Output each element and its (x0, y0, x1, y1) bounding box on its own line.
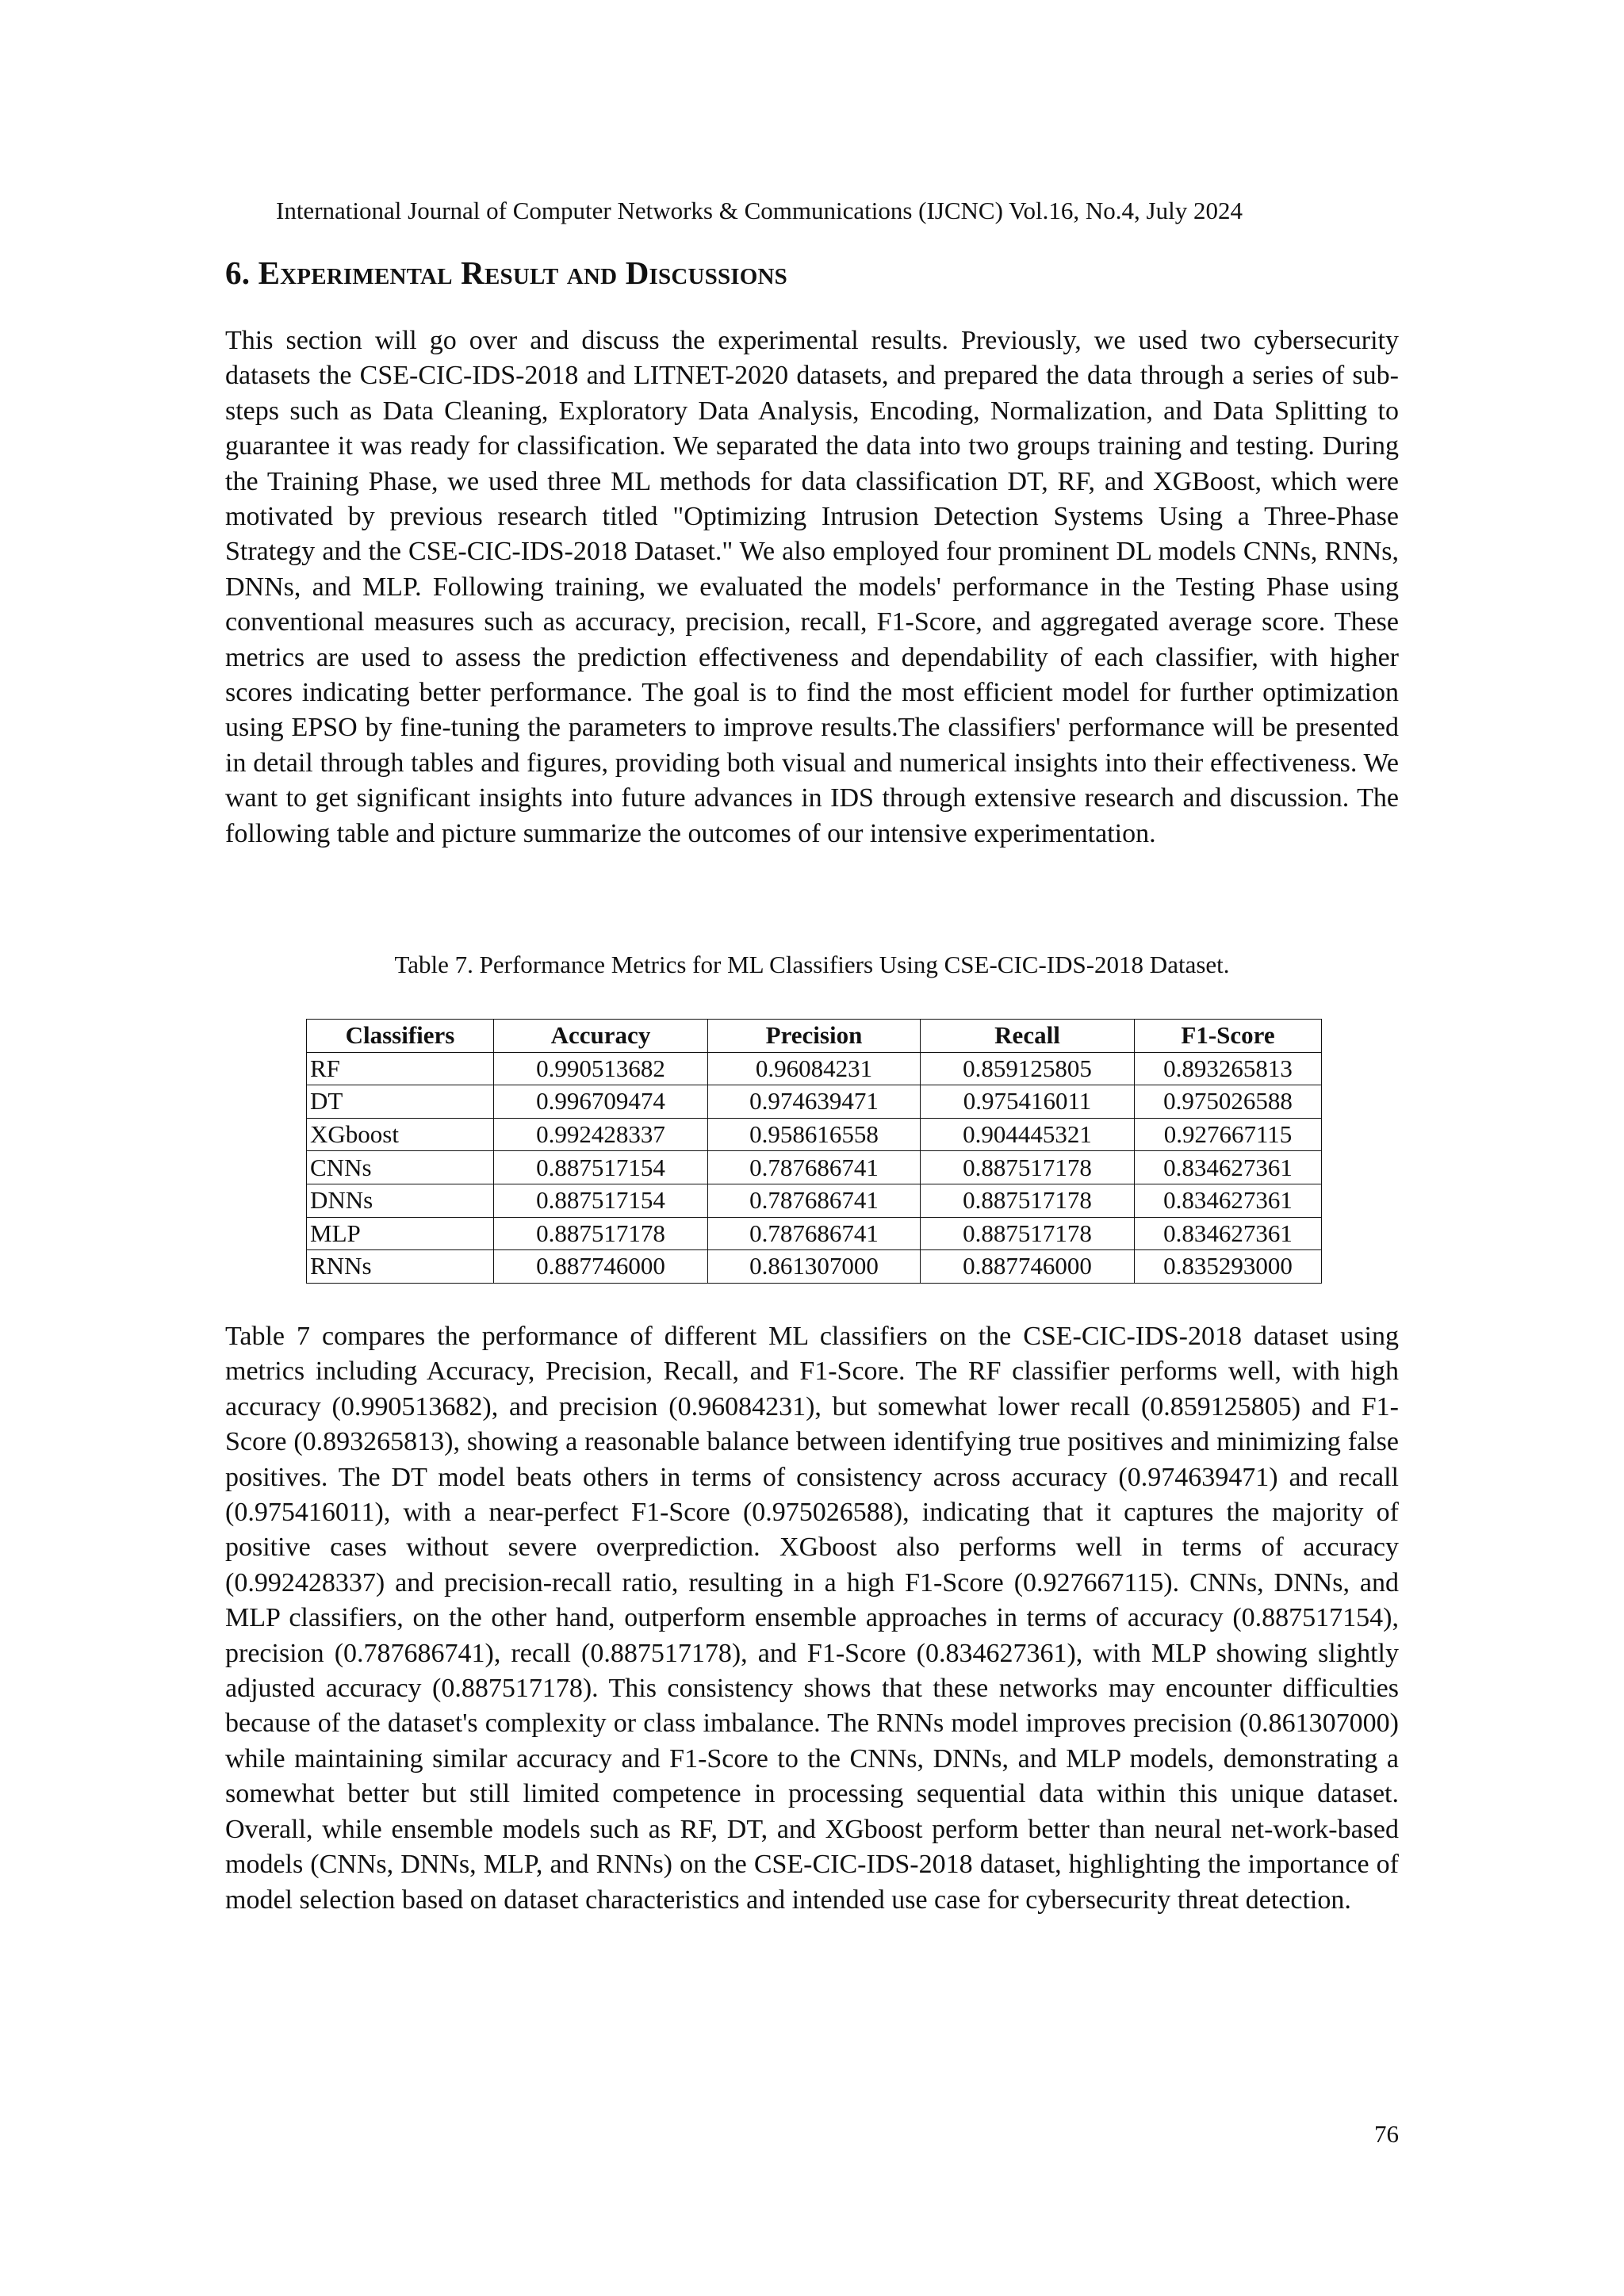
precision-cell: 0.787686741 (708, 1151, 921, 1184)
precision-cell: 0.861307000 (708, 1250, 921, 1284)
table-row (307, 1151, 1322, 1184)
accuracy-cell: 0.992428337 (494, 1118, 708, 1151)
table-row (307, 1217, 1322, 1250)
running-header: International Journal of Computer Networks & Communications (IJCNC) Vol.16, No.4, July 2024 (276, 197, 1243, 224)
accuracy-cell: 0.887517154 (494, 1151, 708, 1184)
recall-cell: 0.904445321 (921, 1118, 1135, 1151)
f1-score-cell: 0.834627361 (1135, 1217, 1322, 1250)
classifier-cell: XGboost (307, 1118, 494, 1151)
precision-cell: 0.974639471 (708, 1085, 921, 1119)
metrics-table (306, 1019, 1322, 1284)
f1-score-cell: 0.834627361 (1135, 1184, 1322, 1217)
header-accuracy: Accuracy (494, 1020, 708, 1053)
classifier-cell: MLP (307, 1217, 494, 1250)
recall-cell: 0.975416011 (921, 1085, 1135, 1119)
precision-cell: 0.96084231 (708, 1052, 921, 1085)
table-row (307, 1184, 1322, 1217)
recall-cell: 0.887517178 (921, 1151, 1135, 1184)
precision-cell: 0.787686741 (708, 1217, 921, 1250)
classifier-cell: RF (307, 1052, 494, 1085)
precision-cell: 0.787686741 (708, 1184, 921, 1217)
table-caption: Table 7. Performance Metrics for ML Classifiers Using CSE-CIC-IDS-2018 Dataset. (394, 951, 1230, 978)
f1-score-cell: 0.835293000 (1135, 1250, 1322, 1284)
f1-score-cell: 0.893265813 (1135, 1052, 1322, 1085)
f1-score-cell: 0.975026588 (1135, 1085, 1322, 1119)
accuracy-cell: 0.887517178 (494, 1217, 708, 1250)
accuracy-cell: 0.990513682 (494, 1052, 708, 1085)
classifier-cell: DT (307, 1085, 494, 1119)
accuracy-cell: 0.996709474 (494, 1085, 708, 1119)
header-recall: Recall (921, 1020, 1135, 1053)
recall-cell: 0.887517178 (921, 1184, 1135, 1217)
analysis-paragraph: Table 7 compares the performance of different ML classifiers on the CSE-CIC-IDS-2018 dataset using metrics including Accuracy, Precision, Recall, and F1-Score. The RF classifier performs well, with high accuracy (0.990513682), and precision (0.96084231), but somewhat lower recall (0.859125805) and F1-Score (0.893265813), showing a reasonable balance between identifying true positives and minimizing false positives. The DT model beats others in terms of consistency across accuracy (0.974639471) and recall (0.975416011), with a near-perfect F1-Score (0.975026588), indicating that it captures the majority of positive cases without severe overprediction. XGboost also performs well in terms of accuracy (0.992428337) and precision-recall ratio, resulting in a high F1-Score (0.927667115). CNNs, DNNs, and MLP classifiers, on the other hand, outperform ensemble approaches in terms of accuracy (0.887517154), precision (0.787686741), recall (0.887517178), and F1-Score (0.834627361), with MLP showing slightly adjusted accuracy (0.887517178). This consistency shows that these networks may encounter difficulties because of the dataset's complexity or class imbalance. The RNNs model improves precision (0.861307000) while maintaining similar accuracy and F1-Score to the CNNs, DNNs, and MLP models, demonstrating a somewhat better but still limited competence in processing sequential data within this unique dataset. Overall, while ensemble models such as RF, DT, and XGboost perform better than neural net-work-based models (CNNs, DNNs, MLP, and RNNs) on the CSE-CIC-IDS-2018 dataset, highlighting the importance of model selection based on dataset characteristics and intended use case for cybersecurity threat detection. (225, 1322, 1399, 1915)
classifier-cell: CNNs (307, 1151, 494, 1184)
accuracy-cell: 0.887517154 (494, 1184, 708, 1217)
header-classifiers: Classifiers (307, 1020, 494, 1053)
classifier-cell: RNNs (307, 1250, 494, 1284)
recall-cell: 0.887517178 (921, 1217, 1135, 1250)
table-row (307, 1085, 1322, 1119)
classifier-cell: DNNs (307, 1184, 494, 1217)
header-precision: Precision (708, 1020, 921, 1053)
f1-score-cell: 0.927667115 (1135, 1118, 1322, 1151)
table-row (307, 1118, 1322, 1151)
table-row (307, 1052, 1322, 1085)
accuracy-cell: 0.887746000 (494, 1250, 708, 1284)
page-number: 76 (1374, 2120, 1399, 2148)
table-row (307, 1250, 1322, 1284)
f1-score-cell: 0.834627361 (1135, 1151, 1322, 1184)
recall-cell: 0.859125805 (921, 1052, 1135, 1085)
precision-cell: 0.958616558 (708, 1118, 921, 1151)
intro-paragraph: This section will go over and discuss the experimental results. Previously, we used two cybersecurity datasets the CSE-CIC-IDS-2018 and LITNET-2020 datasets, and prepared the data through a series of sub-steps such as Data Cleaning, Exploratory Data Analysis, Encoding, Normalization, and Data Splitting to guarantee it was ready for classification. We separated the data into two groups training and testing. During the Training Phase, we used three ML methods for data classification DT, RF, and XGBoost, which were motivated by previous research titled "Optimizing Intrusion Detection Systems Using a Three-Phase Strategy and the CSE-CIC-IDS-2018 Dataset." We also employed four prominent DL models CNNs, RNNs, DNNs, and MLP. Following training, we evaluated the models' performance in the Testing Phase using conventional measures such as accuracy, precision, recall, F1-Score, and aggregated average score. These metrics are used to assess the prediction effectiveness and dependability of each classifier, with higher scores indicating better performance. The goal is to find the most efficient model for further optimization using EPSO by fine-tuning the parameters to improve results.The classifiers' performance will be presented in detail through tables and figures, providing both visual and numerical insights into their effectiveness. We want to get significant insights into future advances in IDS through extensive research and discussion. The following table and picture summarize the outcomes of our intensive experimentation. (225, 326, 1399, 848)
recall-cell: 0.887746000 (921, 1250, 1135, 1284)
section-heading: 6. Experimental Result and Discussions (225, 254, 788, 291)
table-header-row (307, 1020, 1322, 1053)
header-f1-score: F1-Score (1135, 1020, 1322, 1053)
